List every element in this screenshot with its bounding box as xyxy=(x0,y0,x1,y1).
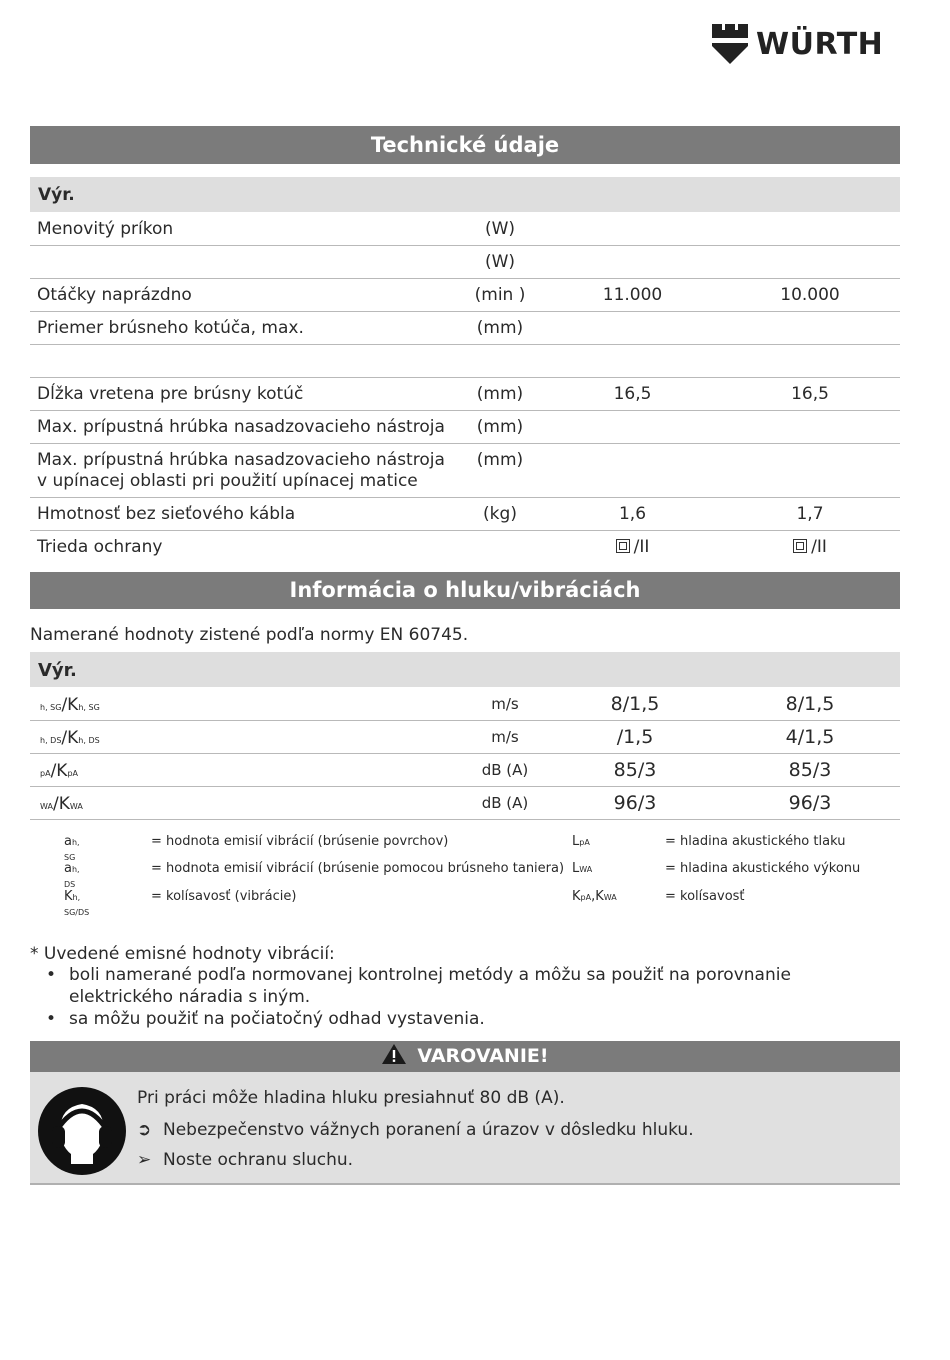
notes-bullet: boli namerané podľa normovanej kontrolnej metódy a môžu sa použiť na porovnanie elektrického náradia s iným. xyxy=(69,965,791,1007)
warning-line: Noste ochranu sluchu. xyxy=(163,1150,354,1170)
noise-subhead: Výr. xyxy=(30,652,900,687)
warning-triangle-icon xyxy=(381,1043,407,1065)
table-row: Hmotnosť bez sieťového kábla (kg) 1,6 1,7 xyxy=(30,497,900,531)
tech-title: Technické údaje xyxy=(30,126,900,164)
brand-name: WÜRTH xyxy=(756,26,884,62)
warning-line: Nebezpečenstvo vážnych poranení a úrazov v dôsledku hluku. xyxy=(163,1120,694,1140)
table-row: Max. prípustná hrúbka nasadzovacieho nástroja v upínacej oblasti pri použití upínacej matice (mm) xyxy=(30,443,900,498)
table-row: Priemer brúsneho kotúča, max. (mm) xyxy=(30,311,900,345)
table-row: Menovitý príkon (W) xyxy=(30,212,900,246)
tech-subhead: Výr. xyxy=(30,177,900,212)
table-row xyxy=(30,344,900,378)
table-row: h, DS/Kh, DS m/s /1,5 4/1,5 xyxy=(30,720,900,754)
ear-protection-icon xyxy=(37,1086,127,1176)
warning-title: VAROVANIE! xyxy=(417,1045,549,1067)
table-row: Otáčky naprázdno (min ) 11.000 10.000 xyxy=(30,278,900,312)
wurth-logo-icon xyxy=(712,24,748,64)
table-row: WA/KWA dB (A) 96/3 96/3 xyxy=(30,786,900,820)
warning-body xyxy=(30,1072,900,1185)
arrow-circle-icon: ➲ xyxy=(137,1120,152,1140)
warning-line: Pri práci môže hladina hluku presiahnuť 80 dB (A). xyxy=(137,1088,565,1108)
noise-intro: Namerané hodnoty zistené podľa normy EN 60745. xyxy=(30,625,469,645)
notes-bullet: sa môžu použiť na počiatočný odhad vystavenia. xyxy=(69,1009,485,1029)
arrowhead-icon: ➢ xyxy=(137,1150,152,1170)
table-row: (W) xyxy=(30,245,900,279)
protection-class-icon xyxy=(616,539,630,553)
table-row: Trieda ochrany /II /II xyxy=(37,537,827,557)
warning-header xyxy=(30,1041,900,1072)
noise-title: Informácia o hluku/vibráciách xyxy=(30,572,900,609)
bullet-icon: • xyxy=(46,1009,57,1029)
table-row: Dĺžka vretena pre brúsny kotúč (mm) 16,5 16,5 xyxy=(30,377,900,411)
table-row: h, SG/Kh, SG m/s 8/1,5 8/1,5 xyxy=(30,687,900,721)
table-row: Max. prípustná hrúbka nasadzovacieho nástroja (mm) xyxy=(30,410,900,444)
notes-heading: * Uvedené emisné hodnoty vibrácií: xyxy=(30,944,335,964)
bullet-icon: • xyxy=(46,965,57,985)
table-row: pA/KpA dB (A) 85/3 85/3 xyxy=(30,753,900,787)
wurth-logo xyxy=(712,24,883,64)
protection-class-icon xyxy=(793,539,807,553)
